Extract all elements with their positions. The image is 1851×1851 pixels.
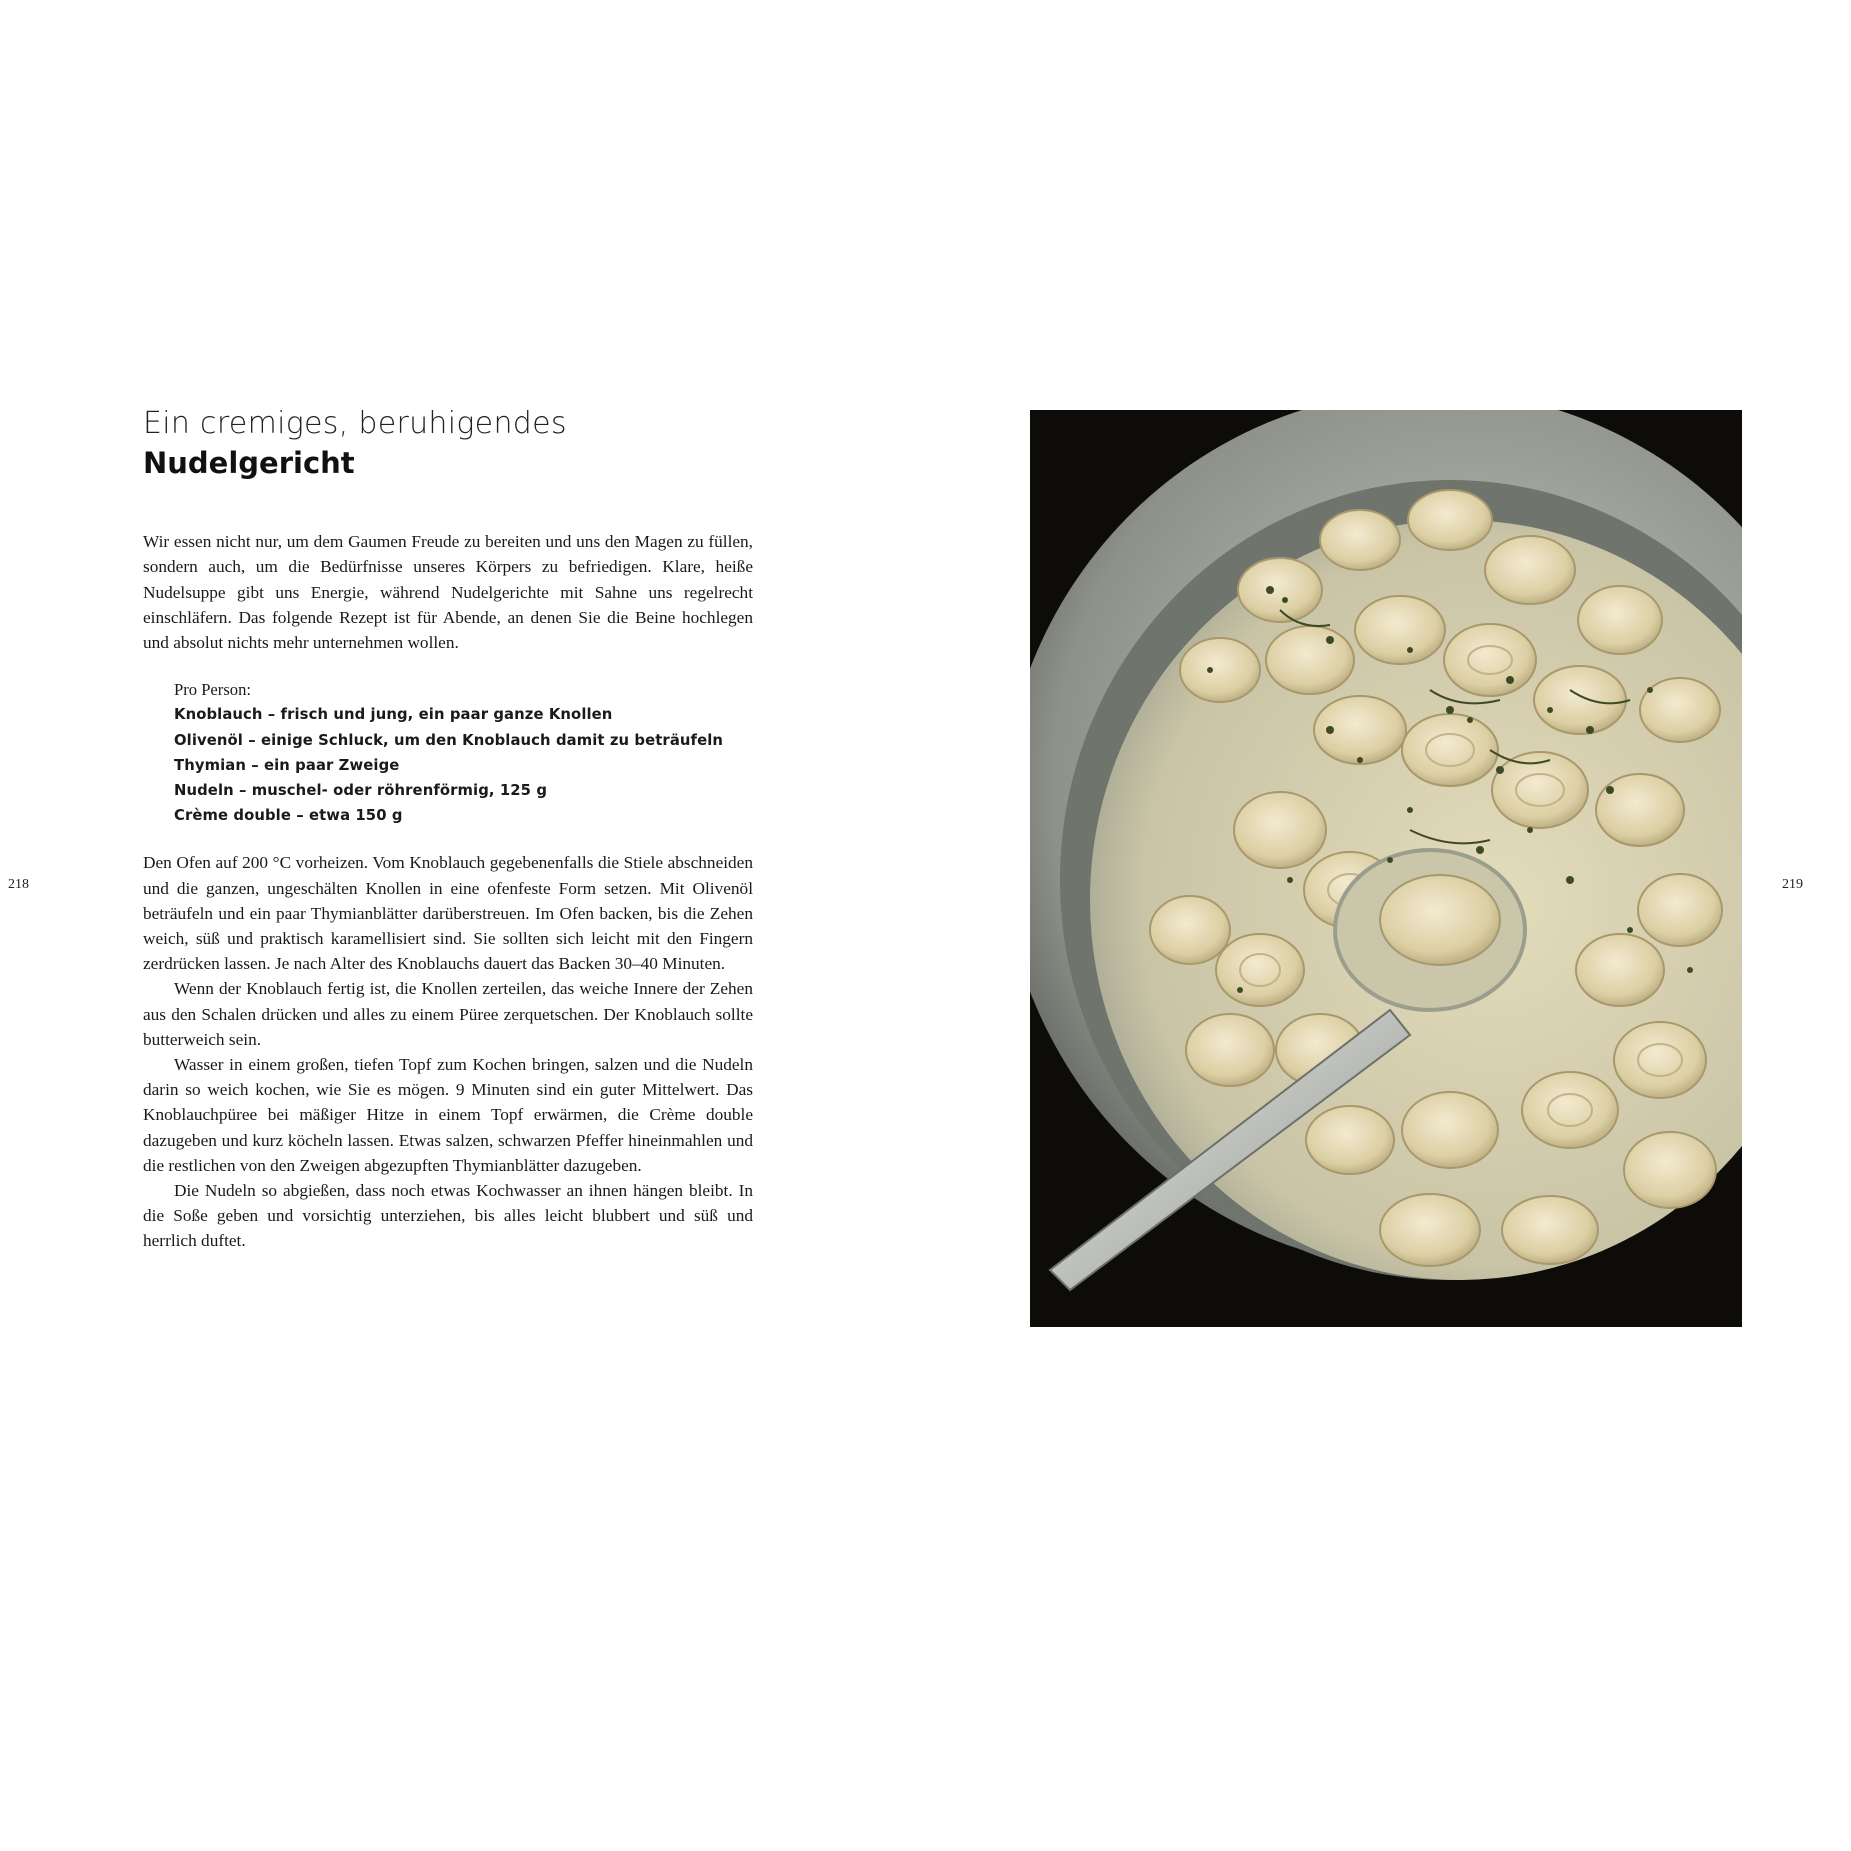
- ingredient-list: [174, 677, 753, 828]
- title-line2: Nudelgericht: [143, 445, 355, 480]
- intro-section: [143, 529, 753, 655]
- intro-paragraph: Wir essen nicht nur, um dem Gaumen Freude zu bereiten und uns den Magen zu füllen, sondern auch, um die Bedürfnisse unseres Körpers zu befriedigen. Klare, heiße Nudelsuppe gibt uns Energie, während Nudelgerichte mit Sahne uns regelrecht einschläfern. Das folgende Rezept ist für Abende, an denen Sie die Beine hochlegen und absolut nichts mehr unternehmen wollen.: [143, 532, 753, 652]
- title-line1: Ein cremiges, beruhigendes: [143, 406, 567, 441]
- ingredient-item: Olivenöl – einige Schluck, um den Knoblauch damit zu beträufeln: [174, 731, 724, 749]
- ingredients-heading: Pro Person:: [174, 680, 251, 700]
- ingredient-item: Thymian – ein paar Zweige: [174, 756, 400, 774]
- page-number-left: 218: [8, 877, 29, 892]
- method-section: [143, 850, 753, 1253]
- method-paragraph: Den Ofen auf 200 °C vorheizen. Vom Knoblauch gegebenenfalls die Stiele abschneiden und die ganzen, ungeschälten Knollen in eine ofenfeste Form setzen. Mit Olivenöl beträufeln und ein paar Thymianblätter darüberstreuen. Im Ofen backen, bis die Zehen weich, süß und praktisch karamellisiert sind. Sie sollten sich leicht mit den Fingern zerdrücken lassen. Je nach Alter des Knoblauchs dauert das Backen 30–40 Minuten.: [143, 853, 753, 974]
- pasta-photo: [1030, 410, 1742, 1327]
- method-paragraph: Wenn der Knoblauch fertig ist, die Knollen zerteilen, das weiche Innere der Zehen aus den Schalen drücken und alles zu einem Püree zerquetschen. Der Knoblauch sollte butterweich sein.: [143, 979, 753, 1049]
- method-paragraph: Die Nudeln so abgießen, dass noch etwas Kochwasser an ihnen hängen bleibt. In die Soße geben und vorsichtig unterziehen, bis alles leicht blubbert und süß und herrlich duftet.: [143, 1180, 753, 1251]
- method-paragraph: Wasser in einem großen, tiefen Topf zum Kochen bringen, salzen und die Nudeln darin so weich kochen, wie Sie es mögen. 9 Minuten sind ein guter Mittelwert. Das Knoblauchpüree bei mäßiger Hitze in einem Topf erwärmen, die Crème double dazugeben und kurz köcheln lassen. Etwas salzen, schwarzen Pfeffer hineinmahlen und die restlichen von den Zweigen abgezupften Thymianblätter dazugeben.: [143, 1054, 753, 1175]
- page-number-right: 219: [1782, 877, 1803, 892]
- ingredient-item: Nudeln – muschel- oder röhrenförmig, 125 g: [174, 781, 548, 799]
- ingredient-item: Knoblauch – frisch und jung, ein paar ganze Knollen: [174, 706, 613, 724]
- recipe-page: [143, 405, 753, 1254]
- ingredient-item: Crème double – etwa 150 g: [174, 807, 403, 825]
